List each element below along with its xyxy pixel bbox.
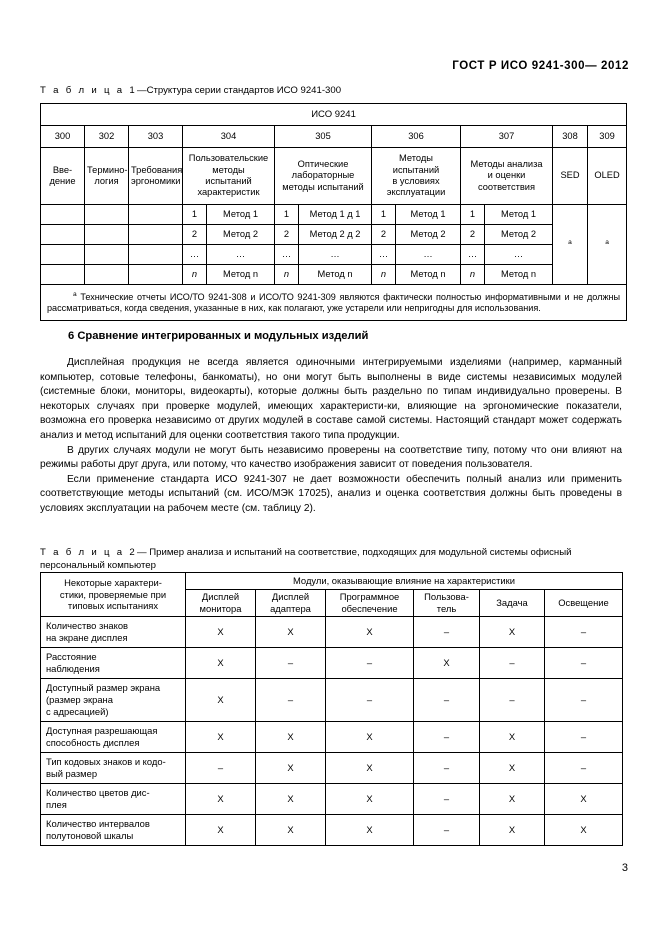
table-row [41, 648, 623, 679]
table2-cell: – [256, 648, 326, 679]
table1-method-307: … [485, 245, 553, 265]
table-row [41, 225, 627, 245]
table1-idx-304: 1 [183, 205, 207, 225]
table2-cell: X [186, 679, 256, 722]
table2-cell: X [414, 648, 480, 679]
table1-footnote-ref-308 [553, 205, 588, 285]
table1-method-306: Метод 1 [396, 205, 461, 225]
table1-idx-306: … [372, 245, 396, 265]
document-header-standard-number: ГОСТ Р ИСО 9241-300— 2012 [452, 60, 629, 72]
table1-idx-307: … [461, 245, 485, 265]
table1-name-309: OLED [588, 148, 627, 205]
table1-idx-304: 2 [183, 225, 207, 245]
table1-method-307: Метод n [485, 265, 553, 285]
table1-empty-300 [41, 225, 85, 245]
table1-name-303: Требования эргономики [129, 148, 183, 205]
footnote-marker: a [73, 291, 77, 298]
table1-number-row [41, 126, 627, 148]
table2-cell: X [326, 722, 414, 753]
table2-cell: – [545, 648, 623, 679]
table2-cell: X [326, 784, 414, 815]
table2-row-label: Доступная разрешающая способность дисплея [41, 722, 186, 753]
table-row [41, 753, 623, 784]
table2-cell: X [480, 815, 545, 846]
table1-idx-305: … [275, 245, 299, 265]
table2-cell: X [326, 753, 414, 784]
table2-cell: X [256, 815, 326, 846]
table1-name-307: Методы анализа и оценки соответствия [461, 148, 553, 205]
table2-cell: X [256, 617, 326, 648]
table1-footnote-ref-309 [588, 205, 627, 285]
table1-idx-305: n [275, 265, 299, 285]
table2-cell: X [480, 722, 545, 753]
table2-cell: X [186, 815, 256, 846]
table2-cell: – [414, 753, 480, 784]
section-6-body [40, 356, 622, 517]
table1-name-302: Термино- логия [85, 148, 129, 205]
table1-number-308: 308 [553, 126, 588, 148]
table2-cell: X [480, 784, 545, 815]
table2-cell: – [545, 679, 623, 722]
table1-number-300: 300 [41, 126, 85, 148]
table1-number-306: 306 [372, 126, 461, 148]
table1-number-302: 302 [85, 126, 129, 148]
table2-cell: X [256, 753, 326, 784]
table2-cell: X [186, 784, 256, 815]
table2-cell: – [186, 753, 256, 784]
table2-cell: – [545, 617, 623, 648]
table2-cell: – [256, 679, 326, 722]
table1-number-305: 305 [275, 126, 372, 148]
table2-header-row-1 [41, 573, 623, 590]
table2-cell: X [186, 722, 256, 753]
table2-row-label: Расстояние наблюдения [41, 648, 186, 679]
table2-cell: – [480, 679, 545, 722]
section-6-heading: 6 Сравнение интегрированных и модульных изделий [68, 330, 369, 342]
table1-method-304: Метод 1 [207, 205, 275, 225]
table-row [41, 722, 623, 753]
table2-cell: – [545, 753, 623, 784]
table1-method-307: Метод 1 [485, 205, 553, 225]
table1-empty-302 [85, 245, 129, 265]
paragraph-1: Дисплейная продукция не всегда является одиночными интегрируемыми изделиями (например, карманный компьютер, сотовые телефоны, банкоматы), но они могут быть выполнены в виде системы независимых модулей (системные блоки, мониторы, видеокарты), которые должны быть раздельно по типам индивидуально проверены. В некоторых случаях при проверке модулей, имеющих характеристи-ки, влияющие на эргономические показатели, возможна его проверка независимо от других модулей в составе самой системы. Настоящий стандарт может содержать анализ и метод испытаний для оценки соответствия такого типа продукции. [40, 357, 622, 441]
table1-name-305: Оптические лабораторные методы испытаний [275, 148, 372, 205]
table2-cell: – [414, 679, 480, 722]
table2-caption-text: — Пример анализа и испытаний на соответствие, подходящих для модульной системы офисный персональный компьютер [40, 547, 572, 571]
table1-empty-302 [85, 265, 129, 285]
table1-empty-302 [85, 205, 129, 225]
table2-cell: X [186, 648, 256, 679]
table-row [41, 617, 623, 648]
table2-cell: – [326, 679, 414, 722]
table2-cell: – [414, 815, 480, 846]
table1-group-title-row [41, 104, 627, 126]
footnote-marker-309: a [605, 239, 609, 247]
table1-method-304: Метод n [207, 265, 275, 285]
table2-cell: – [414, 617, 480, 648]
table-row [41, 205, 627, 225]
table1-empty-303 [129, 245, 183, 265]
table1-idx-306: 2 [372, 225, 396, 245]
table2-group-title: Модули, оказывающие влияние на характеристики [186, 573, 623, 590]
table-row [41, 245, 627, 265]
table1-number-309: 309 [588, 126, 627, 148]
table1-idx-304: n [183, 265, 207, 285]
table-1-iso-9241-300-structure [40, 103, 627, 321]
table1-idx-305: 2 [275, 225, 299, 245]
table2-column-lighting: Освещение [545, 590, 623, 617]
table1-caption-label: Т а б л и ц а 1 [40, 85, 137, 96]
table2-column-user: Пользова- тель [414, 590, 480, 617]
table-row [41, 265, 627, 285]
table1-number-307: 307 [461, 126, 553, 148]
table1-number-304: 304 [183, 126, 275, 148]
table1-idx-307: 1 [461, 205, 485, 225]
table1-name-308: SED [553, 148, 588, 205]
table2-cell: X [545, 815, 623, 846]
table1-name-300: Вве- дение [41, 148, 85, 205]
table1-method-306: Метод n [396, 265, 461, 285]
table2-cell: X [326, 815, 414, 846]
table2-caption [40, 546, 622, 572]
table1-caption [40, 84, 622, 97]
table2-column-task: Задача [480, 590, 545, 617]
table2-cell: – [545, 722, 623, 753]
table-row [41, 784, 623, 815]
table1-empty-300 [41, 205, 85, 225]
table-row [41, 815, 623, 846]
table2-cell: X [256, 722, 326, 753]
table1-method-305: Метод n [299, 265, 372, 285]
table2-row-label: Количество цветов дис- плея [41, 784, 186, 815]
table1-caption-text: —Структура серии стандартов ИСО 9241-300 [136, 85, 342, 96]
footnote-text: Технические отчеты ИСО/ТО 9241-308 и ИСО/ТО 9241-309 являются фактически полностью информативными и не должны рассматриваться, когда сведения, указанные в них, как полагают, уже устарели или непригодны для использования. [47, 292, 621, 314]
table2-cell: – [326, 648, 414, 679]
table2-cell: – [480, 648, 545, 679]
table2-cell: X [326, 617, 414, 648]
table1-method-306: Метод 2 [396, 225, 461, 245]
table2-column-software: Программное обеспечение [326, 590, 414, 617]
page-number: 3 [621, 862, 628, 874]
table1-idx-306: n [372, 265, 396, 285]
table1-method-305: … [299, 245, 372, 265]
table1-empty-303 [129, 265, 183, 285]
table2-cell: X [256, 784, 326, 815]
table2-cell: X [186, 617, 256, 648]
table-2-modular-system-analysis [40, 572, 623, 846]
table-row [41, 679, 623, 722]
table1-empty-303 [129, 225, 183, 245]
table2-column-display-monitor: Дисплей монитора [186, 590, 256, 617]
table2-cell: – [414, 722, 480, 753]
table1-name-306: Методы испытаний в условиях эксплуатации [372, 148, 461, 205]
table1-method-305: Метод 1 д 1 [299, 205, 372, 225]
table2-caption-label: Т а б л и ц а 2 [40, 547, 137, 558]
table1-idx-307: n [461, 265, 485, 285]
table1-empty-300 [41, 245, 85, 265]
table1-name-row [41, 148, 627, 205]
table1-idx-305: 1 [275, 205, 299, 225]
table1-group-title: ИСО 9241 [41, 104, 627, 126]
table1-method-305: Метод 2 д 2 [299, 225, 372, 245]
table1-empty-300 [41, 265, 85, 285]
table1-idx-304: … [183, 245, 207, 265]
table2-cell: X [545, 784, 623, 815]
table1-empty-303 [129, 205, 183, 225]
table1-empty-302 [85, 225, 129, 245]
footnote-marker-308: a [568, 239, 572, 247]
table2-column-display-adapter: Дисплей адаптера [256, 590, 326, 617]
table1-number-303: 303 [129, 126, 183, 148]
paragraph-3: Если применение стандарта ИСО 9241-307 не дает возможности обеспечить полный анализ или применить соответствующие методы испытаний (см. ИСО/МЭК 17025), анализ и оценка соответствия должны быть проведены в условиях эксплуатации на рабочем месте (см. таблицу 2). [40, 473, 622, 514]
table1-idx-307: 2 [461, 225, 485, 245]
table1-method-306: … [396, 245, 461, 265]
paragraph-2: В других случаях модули не могут быть независимо проверены на соответствие типу, потому что они влияют на режимы работы друг друга, или потому, что качество изображения зависит от поведения пользователя. [40, 444, 622, 471]
table1-footnote-row [41, 285, 627, 321]
table2-row-label: Количество знаков на экране дисплея [41, 617, 186, 648]
table1-method-307: Метод 2 [485, 225, 553, 245]
table2-cell: X [480, 753, 545, 784]
table2-cell: X [480, 617, 545, 648]
table2-row-label: Доступный размер экрана (размер экрана с адресацией) [41, 679, 186, 722]
table1-name-304: Пользовательские методы испытаний характеристик [183, 148, 275, 205]
table1-method-304: … [207, 245, 275, 265]
table2-row-label: Тип кодовых знаков и кодо- вый размер [41, 753, 186, 784]
table2-row-header-title: Некоторые характери- стики, проверяемые при типовых испытаниях [41, 573, 186, 617]
table1-footnote [41, 285, 627, 321]
table2-row-label: Количество интервалов полутоновой шкалы [41, 815, 186, 846]
table1-idx-306: 1 [372, 205, 396, 225]
table1-method-304: Метод 2 [207, 225, 275, 245]
table2-cell: – [414, 784, 480, 815]
